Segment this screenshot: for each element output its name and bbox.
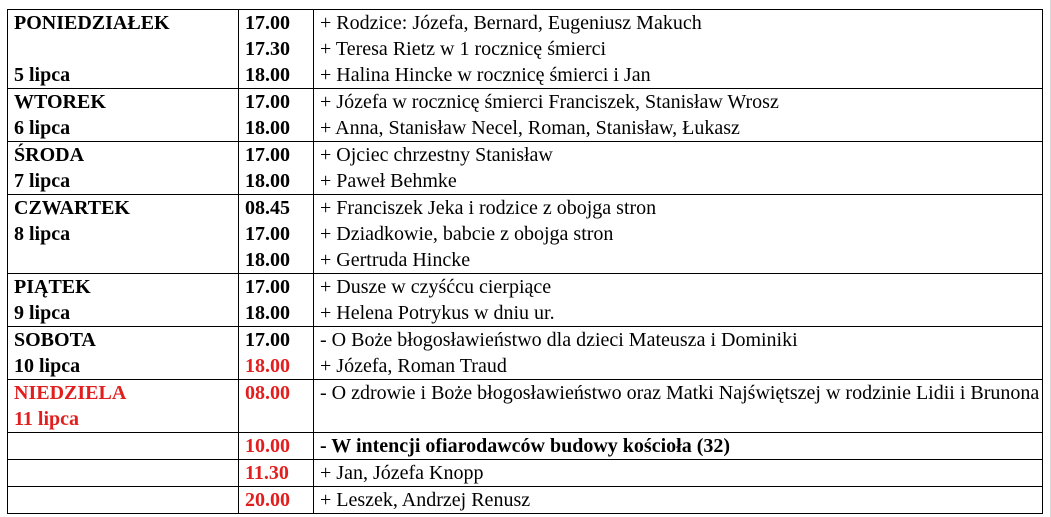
day-cell-empty xyxy=(8,460,239,487)
mass-time: 18.00 xyxy=(239,247,314,274)
mass-intention: + Dusze w czyśćcu cierpiące xyxy=(314,274,1043,301)
day-name: CZWARTEK xyxy=(8,195,239,222)
table-row xyxy=(8,433,1043,460)
day-cell-empty xyxy=(8,247,239,274)
mass-intention: - O Boże błogosławieństwo dla dzieci Mateusza i Dominiki xyxy=(314,327,1043,354)
day-date: 9 lipca xyxy=(8,300,239,327)
mass-intention: + Ojciec chrzestny Stanisław xyxy=(314,142,1043,169)
mass-time: 11.30 xyxy=(239,460,314,487)
table-row xyxy=(8,89,1043,116)
table-row xyxy=(8,168,1043,195)
table-row xyxy=(8,487,1043,514)
mass-intention: + Anna, Stanisław Necel, Roman, Stanisław, Łukasz xyxy=(314,115,1043,142)
table-row xyxy=(8,247,1043,274)
day-cell-empty xyxy=(8,487,239,514)
day-name: PONIEDZIAŁEK xyxy=(8,10,239,37)
mass-intention: - W intencji ofiarodawców budowy kościoła (32) xyxy=(314,433,1043,460)
mass-intention: + Gertruda Hincke xyxy=(314,247,1043,274)
mass-intention: + Leszek, Andrzej Renusz xyxy=(314,487,1043,514)
mass-intention: + Franciszek Jeka i rodzice z obojga stron xyxy=(314,195,1043,222)
table-row xyxy=(8,353,1043,380)
mass-time: 08.45 xyxy=(239,195,314,222)
mass-time: 10.00 xyxy=(239,433,314,460)
table-row xyxy=(8,327,1043,354)
day-name: NIEDZIELA xyxy=(14,382,127,404)
table-row xyxy=(8,460,1043,487)
mass-intention: - O zdrowie i Boże błogosławieństwo oraz Matki Najświętszej w rodzinie Lidii i Brunona xyxy=(314,380,1043,433)
mass-intention: + Dziadkowie, babcie z obojga stron xyxy=(314,221,1043,247)
table-row xyxy=(8,300,1043,327)
day-date: 5 lipca xyxy=(8,62,239,89)
mass-time: 17.00 xyxy=(239,10,314,37)
mass-time: 18.00 xyxy=(239,168,314,195)
day-name: WTOREK xyxy=(8,89,239,116)
mass-time: 18.00 xyxy=(239,62,314,89)
mass-time: 17.00 xyxy=(239,142,314,169)
mass-intention: + Helena Potrykus w dniu ur. xyxy=(314,300,1043,327)
mass-schedule xyxy=(7,9,1043,514)
mass-time: 18.00 xyxy=(239,353,314,380)
day-name: SOBOTA xyxy=(8,327,239,354)
table-row xyxy=(8,10,1043,37)
mass-time: 20.00 xyxy=(239,487,314,514)
mass-intention: + Paweł Behmke xyxy=(314,168,1043,195)
day-name: ŚRODA xyxy=(8,142,239,169)
day-cell-empty xyxy=(8,36,239,62)
table-row xyxy=(8,195,1043,222)
day-cell-sunday xyxy=(8,380,239,433)
table-row xyxy=(8,62,1043,89)
table-row xyxy=(8,274,1043,301)
day-cell-empty xyxy=(8,433,239,460)
table-row xyxy=(8,36,1043,62)
day-date: 6 lipca xyxy=(8,115,239,142)
day-date: 10 lipca xyxy=(8,353,239,380)
mass-intention: + Józefa, Roman Traud xyxy=(314,353,1043,380)
mass-intention: + Józefa w rocznicę śmierci Franciszek, Stanisław Wrosz xyxy=(314,89,1043,116)
mass-time: 08.00 xyxy=(239,380,314,433)
mass-time: 18.00 xyxy=(239,115,314,142)
mass-time: 17.00 xyxy=(239,327,314,354)
mass-schedule-table xyxy=(7,9,1043,514)
day-date: 11 lipca xyxy=(14,408,80,430)
mass-intention: + Jan, Józefa Knopp xyxy=(314,460,1043,487)
mass-intention: + Rodzice: Józefa, Bernard, Eugeniusz Makuch xyxy=(314,10,1043,37)
mass-time: 17.00 xyxy=(239,89,314,116)
day-date: 8 lipca xyxy=(8,221,239,247)
mass-time: 18.00 xyxy=(239,300,314,327)
table-row xyxy=(8,115,1043,142)
mass-time: 17.30 xyxy=(239,36,314,62)
mass-time: 17.00 xyxy=(239,221,314,247)
day-name: PIĄTEK xyxy=(8,274,239,301)
mass-intention: + Teresa Rietz w 1 rocznicę śmierci xyxy=(314,36,1043,62)
day-date: 7 lipca xyxy=(8,168,239,195)
mass-intention: + Halina Hincke w rocznicę śmierci i Jan xyxy=(314,62,1043,89)
table-row xyxy=(8,221,1043,247)
mass-time: 17.00 xyxy=(239,274,314,301)
table-row xyxy=(8,142,1043,169)
